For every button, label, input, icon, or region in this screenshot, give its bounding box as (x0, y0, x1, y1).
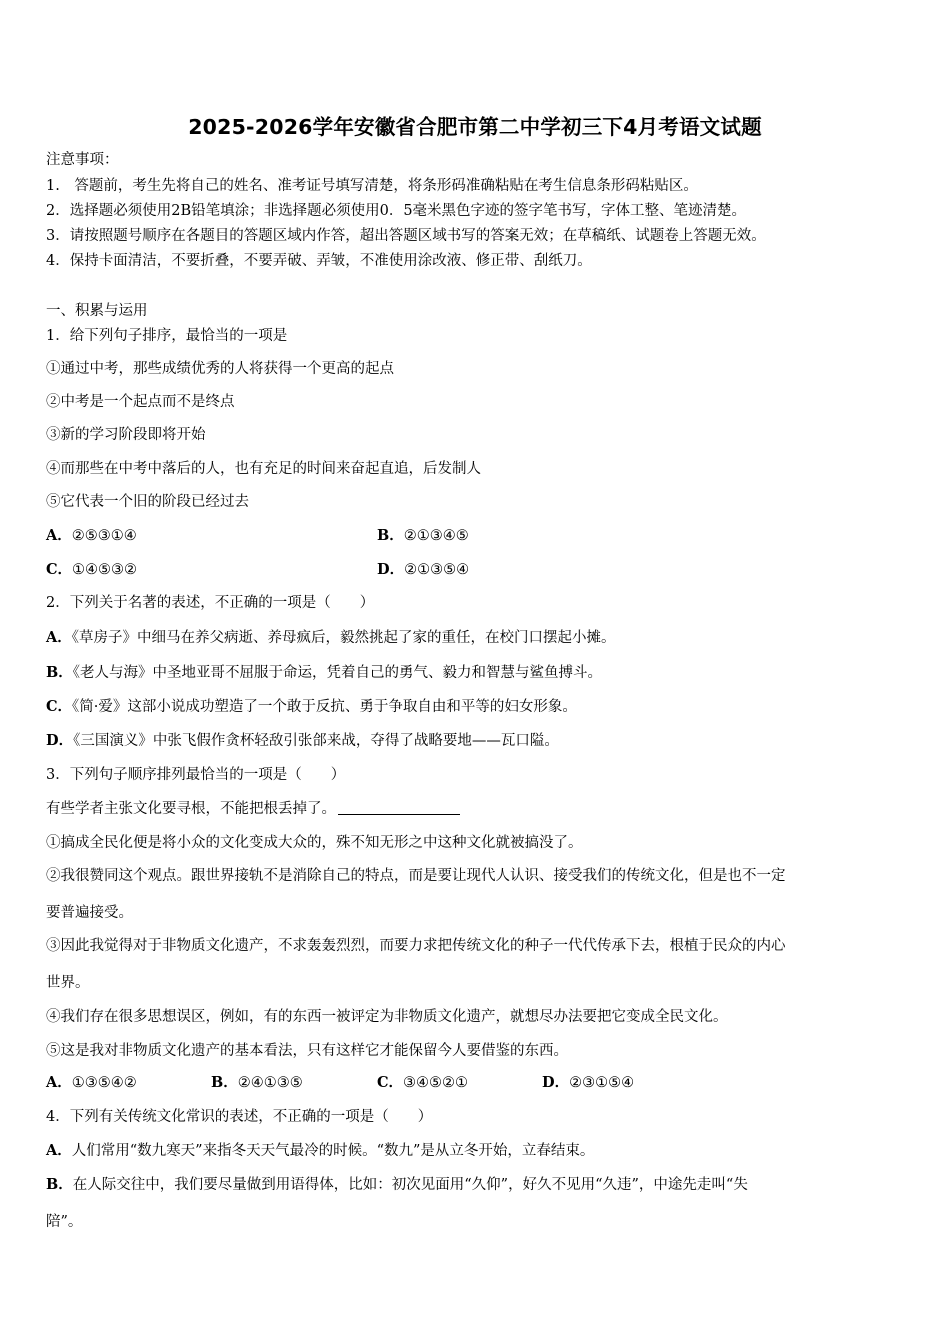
page-title: 2025-2026学年安徽省合肥市第二中学初三下4月考语文试题 (188, 115, 762, 139)
question-3-sentence-cont: 世界。 (46, 975, 90, 991)
option-label: C． (46, 561, 73, 578)
notice-item: 1. 答题前，考生先将自己的姓名、准考证号填写清楚，将条形码准确粘贴在考生信息条形码粘贴区。 (46, 178, 698, 194)
question-2-option-b[interactable] (46, 663, 602, 683)
question-2-option-c[interactable] (46, 697, 577, 717)
option-text: ①③⑤④② (71, 1075, 137, 1091)
option-text: ②①③④⑤ (403, 528, 469, 544)
option-label: A． (46, 1074, 72, 1091)
question-1-stem: 1．给下列句子排序，最恰当的一项是 (46, 328, 288, 344)
question-1-sentence: ④而那些在中考中落后的人，也有充足的时间来奋起直追，后发制人 (46, 461, 481, 477)
question-1-sentence: ①通过中考，那些成绩优秀的人将获得一个更高的起点 (46, 361, 394, 377)
question-2-option-d[interactable] (46, 731, 559, 751)
section-heading: 一、积累与运用 (46, 303, 148, 319)
option-text: ②①③⑤④ (404, 562, 470, 578)
option-text: ②⑤③①④ (71, 528, 137, 544)
notice-item: 2．选择题必须使用2B铅笔填涂；非选择题必须使用0．5毫米黑色字迹的签字笔书写，字体工整、笔迹清楚。 (46, 203, 747, 219)
option-label: A． (46, 629, 72, 646)
option-text: 在人际交往中，我们要尽量做到用语得体，比如：初次见面用“久仰”，好久不见用“久违”，中途先走叫“失 (72, 1177, 748, 1193)
question-1-option-c[interactable] (46, 560, 137, 580)
question-4-option-b[interactable] (46, 1175, 748, 1195)
question-3-sentence: ①搞成全民化便是将小众的文化变成大众的，殊不知无形之中这种文化就被搞没了。 (46, 835, 583, 851)
option-label: B． (377, 527, 404, 544)
option-text: 《草房子》中细马在养父病逝、养母疯后，毅然挑起了家的重任，在校门口摆起小摊。 (71, 630, 616, 646)
question-4-stem: 4．下列有关传统文化常识的表述，不正确的一项是（ ） (46, 1109, 433, 1125)
option-label: B． (46, 664, 73, 681)
option-text: 《简·爱》这部小说成功塑造了一个敢于反抗、勇于争取自由和平等的妇女形象。 (72, 699, 577, 715)
option-text: 人们常用“数九寒天”来指冬天天气最冷的时候。“数九”是从立冬开始，立春结束。 (71, 1143, 595, 1159)
option-label: B． (46, 1176, 73, 1193)
question-3-stem: 3．下列句子顺序排列最恰当的一项是（ ） (46, 767, 346, 783)
question-3-option-c[interactable] (377, 1073, 468, 1093)
question-3-sentence: ⑤这是我对非物质文化遗产的基本看法，只有这样它才能保留今人要借鉴的东西。 (46, 1043, 568, 1059)
notice-heading: 注意事项： (46, 152, 119, 168)
option-label: B． (211, 1074, 238, 1091)
question-1-option-a[interactable] (46, 526, 137, 546)
question-3-sentence: ③因此我觉得对于非物质文化遗产，不求轰轰烈烈，而要力求把传统文化的种子一代代传承下去，根植于民众的内心 (46, 938, 786, 954)
option-label: A． (46, 1142, 72, 1159)
question-3-option-b[interactable] (211, 1073, 303, 1093)
question-1-option-b[interactable] (377, 526, 469, 546)
option-label: D． (46, 732, 74, 749)
option-label: C． (46, 698, 73, 715)
option-text: ①④⑤③② (72, 562, 138, 578)
option-label: D． (377, 561, 405, 578)
option-text: ②④①③⑤ (237, 1075, 303, 1091)
option-text: ③④⑤②① (403, 1075, 469, 1091)
question-3-option-a[interactable] (46, 1073, 137, 1093)
question-3-sentence: ④我们存在很多思想误区，例如，有的东西一被评定为非物质文化遗产，就想尽办法要把它变成全民文化。 (46, 1009, 728, 1025)
question-1-sentence: ③新的学习阶段即将开始 (46, 427, 206, 443)
question-3-sentence-cont: 要普遍接受。 (46, 905, 133, 921)
question-2-stem: 2．下列关于名著的表述，不正确的一项是（ ） (46, 595, 375, 611)
option-label: A． (46, 527, 72, 544)
question-4-option-a[interactable] (46, 1141, 594, 1161)
question-1-option-d[interactable] (377, 560, 469, 580)
question-3-sentence: ②我很赞同这个观点。跟世界接轨不是消除自己的特点，而是要让现代人认识、接受我们的传统文化，但是也不一定 (46, 868, 786, 884)
question-4-option-b-cont: 陪”。 (46, 1214, 83, 1230)
option-label: D． (542, 1074, 570, 1091)
question-2-option-a[interactable] (46, 628, 616, 648)
question-1-sentence: ②中考是一个起点而不是终点 (46, 394, 235, 410)
question-1-sentence: ⑤它代表一个旧的阶段已经过去 (46, 494, 249, 510)
option-label: C． (377, 1074, 404, 1091)
option-text: 《三国演义》中张飞假作贪杯轻敌引张郃来战，夺得了战略要地——瓦口隘。 (73, 733, 559, 749)
notice-item: 4．保持卡面清洁，不要折叠，不要弄破、弄皱，不准使用涂改液、修正带、刮纸刀。 (46, 253, 592, 269)
question-3-option-d[interactable] (542, 1073, 634, 1093)
notice-item: 3．请按照题号顺序在各题目的答题区域内作答，超出答题区域书写的答案无效；在草稿纸、试题卷上答题无效。 (46, 228, 766, 244)
option-text: 《老人与海》中圣地亚哥不屈服于命运，凭着自己的勇气、毅力和智慧与鲨鱼搏斗。 (72, 665, 603, 681)
option-text: ②③①⑤④ (569, 1075, 635, 1091)
lead-text: 有些学者主张文化要寻根，不能把根丢掉了。 (46, 801, 336, 817)
question-3-lead (46, 799, 460, 819)
answer-blank[interactable] (338, 800, 460, 815)
